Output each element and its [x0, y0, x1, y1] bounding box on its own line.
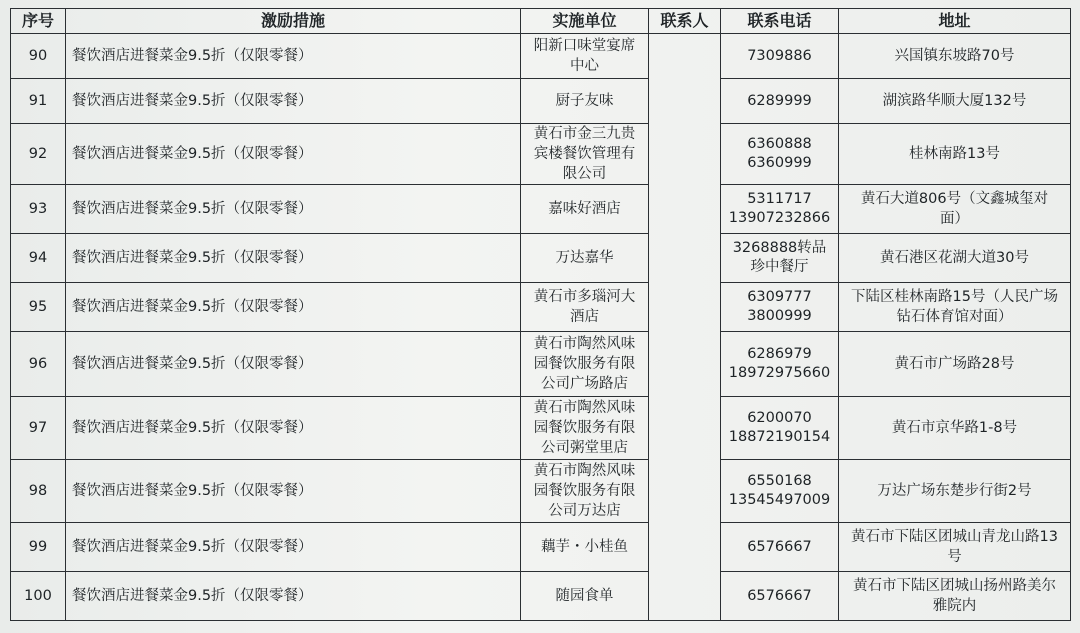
unit-line: 黄石市多瑙河大: [533, 289, 636, 305]
header-unit: 实施单位: [521, 9, 649, 34]
cell-measure: 餐饮酒店进餐菜金9.5折（仅限零餐）: [66, 460, 521, 523]
phone-line: 6360999: [747, 155, 812, 171]
cell-unit: [521, 79, 649, 124]
cell-unit: [521, 460, 649, 523]
unit-line: 限公司: [562, 166, 607, 182]
table-row: [11, 234, 1071, 283]
cell-measure: 餐饮酒店进餐菜金9.5折（仅限零餐）: [66, 283, 521, 332]
unit-line: 黄石市金三九贵: [533, 126, 636, 142]
cell-index: 95: [11, 283, 66, 332]
unit-line: 厨子友味: [555, 93, 614, 109]
cell-phone: [721, 283, 839, 332]
cell-unit: [521, 523, 649, 572]
cell-index: 98: [11, 460, 66, 523]
cell-phone: [721, 34, 839, 79]
address-line: 面）: [940, 211, 969, 227]
cell-measure: 餐饮酒店进餐菜金9.5折（仅限零餐）: [66, 79, 521, 124]
cell-unit: [521, 124, 649, 185]
cell-measure: 餐饮酒店进餐菜金9.5折（仅限零餐）: [66, 185, 521, 234]
header-row: [11, 9, 1071, 34]
cell-address: [839, 234, 1071, 283]
table-row: [11, 34, 1071, 79]
cell-measure: 餐饮酒店进餐菜金9.5折（仅限零餐）: [66, 397, 521, 460]
address-line: 下陆区桂林南路15号（人民广场: [851, 289, 1058, 305]
unit-line: 阳新口味堂宴席: [533, 38, 636, 54]
phone-line: 6286979: [747, 346, 812, 362]
cell-unit: [521, 283, 649, 332]
cell-address: [839, 185, 1071, 234]
unit-line: 藕芋・小桂鱼: [541, 539, 628, 555]
cell-unit: [521, 234, 649, 283]
address-line: 雅院内: [932, 598, 977, 614]
unit-line: 宾楼餐饮管理有: [533, 146, 636, 162]
phone-line: 3800999: [747, 308, 812, 324]
cell-measure: 餐饮酒店进餐菜金9.5折（仅限零餐）: [66, 124, 521, 185]
cell-index: 100: [11, 572, 66, 621]
cell-phone: [721, 185, 839, 234]
cell-address: [839, 523, 1071, 572]
table-row: [11, 460, 1071, 523]
cell-index: 91: [11, 79, 66, 124]
unit-line: 公司粥堂里店: [541, 440, 628, 456]
cell-address: [839, 79, 1071, 124]
cell-contact: [649, 34, 721, 621]
table-row: [11, 185, 1071, 234]
phone-line: 6289999: [747, 92, 812, 109]
unit-line: 公司广场路店: [541, 376, 628, 392]
cell-phone: [721, 124, 839, 185]
unit-line: 中心: [570, 58, 599, 74]
unit-line: 公司万达店: [548, 503, 621, 519]
cell-address: [839, 283, 1071, 332]
unit-line: 万达嘉华: [555, 250, 614, 266]
table-body: [11, 34, 1071, 621]
header-contact: 联系人: [649, 9, 721, 34]
cell-phone: [721, 234, 839, 283]
cell-unit: [521, 397, 649, 460]
address-line: 黄石市广场路28号: [894, 356, 1015, 372]
cell-index: 93: [11, 185, 66, 234]
table-row: [11, 523, 1071, 572]
cell-measure: 餐饮酒店进餐菜金9.5折（仅限零餐）: [66, 332, 521, 397]
unit-line: 园餐饮服务有限: [533, 483, 636, 499]
cell-phone: [721, 460, 839, 523]
cell-index: 94: [11, 234, 66, 283]
cell-phone: [721, 523, 839, 572]
phone-line: 7309886: [747, 47, 812, 64]
phone-line: 6576667: [747, 538, 812, 555]
cell-phone: [721, 332, 839, 397]
table-row: [11, 332, 1071, 397]
cell-index: 90: [11, 34, 66, 79]
unit-line: 黄石市陶然风味: [533, 463, 636, 479]
cell-address: [839, 124, 1071, 185]
address-line: 湖滨路华顺大厦132号: [882, 93, 1027, 109]
address-line: 桂林南路13号: [909, 146, 1000, 162]
phone-line: 6550168: [747, 473, 812, 489]
cell-measure: 餐饮酒店进餐菜金9.5折（仅限零餐）: [66, 234, 521, 283]
cell-address: [839, 332, 1071, 397]
cell-address: [839, 397, 1071, 460]
address-line: 黄石市下陆区团城山青龙山路13: [851, 529, 1058, 545]
table-row: [11, 124, 1071, 185]
phone-line: 6200070: [747, 410, 812, 426]
phone-line: 珍中餐厅: [750, 259, 809, 275]
header-phone: 联系电话: [721, 9, 839, 34]
unit-line: 嘉味好酒店: [548, 201, 621, 217]
address-line: 万达广场东楚步行街2号: [877, 483, 1032, 499]
phone-line: 3268888转品: [732, 240, 827, 256]
phone-line: 18972975660: [728, 365, 831, 381]
phone-line: 13907232866: [728, 210, 831, 226]
cell-phone: [721, 79, 839, 124]
cell-phone: [721, 572, 839, 621]
address-line: 黄石市下陆区团城山扬州路美尔: [853, 578, 1056, 594]
cell-measure: 餐饮酒店进餐菜金9.5折（仅限零餐）: [66, 523, 521, 572]
table-row: [11, 283, 1071, 332]
header-address: 地址: [839, 9, 1071, 34]
table-row: [11, 397, 1071, 460]
header-index: 序号: [11, 9, 66, 34]
cell-index: 92: [11, 124, 66, 185]
unit-line: 园餐饮服务有限: [533, 420, 636, 436]
address-line: 黄石市京华路1-8号: [891, 420, 1018, 436]
cell-address: [839, 34, 1071, 79]
cell-unit: [521, 34, 649, 79]
phone-line: 6576667: [747, 587, 812, 604]
cell-measure: 餐饮酒店进餐菜金9.5折（仅限零餐）: [66, 572, 521, 621]
address-line: 黄石大道806号（文鑫城玺对: [860, 191, 1049, 207]
phone-line: 6309777: [747, 289, 812, 305]
cell-address: [839, 572, 1071, 621]
cell-measure: 餐饮酒店进餐菜金9.5折（仅限零餐）: [66, 34, 521, 79]
unit-line: 园餐饮服务有限: [533, 356, 636, 372]
cell-unit: [521, 185, 649, 234]
address-line: 钻石体育馆对面）: [896, 309, 1013, 325]
cell-address: [839, 460, 1071, 523]
phone-line: 18872190154: [728, 429, 831, 445]
phone-line: 13545497009: [728, 492, 831, 508]
cell-index: 99: [11, 523, 66, 572]
address-line: 号: [947, 549, 962, 565]
unit-line: 黄石市陶然风味: [533, 400, 636, 416]
cell-index: 96: [11, 332, 66, 397]
header-measure: 激励措施: [66, 9, 521, 34]
unit-line: 酒店: [570, 309, 599, 325]
address-line: 兴国镇东坡路70号: [894, 48, 1015, 64]
address-line: 黄石港区花湖大道30号: [880, 250, 1029, 266]
phone-line: 5311717: [747, 191, 812, 207]
table-row: [11, 572, 1071, 621]
cell-unit: [521, 572, 649, 621]
table-row: [11, 79, 1071, 124]
cell-phone: [721, 397, 839, 460]
cell-unit: [521, 332, 649, 397]
cell-index: 97: [11, 397, 66, 460]
phone-line: 6360888: [747, 136, 812, 152]
incentive-table: [10, 8, 1071, 621]
unit-line: 黄石市陶然风味: [533, 336, 636, 352]
unit-line: 随园食单: [555, 588, 614, 604]
